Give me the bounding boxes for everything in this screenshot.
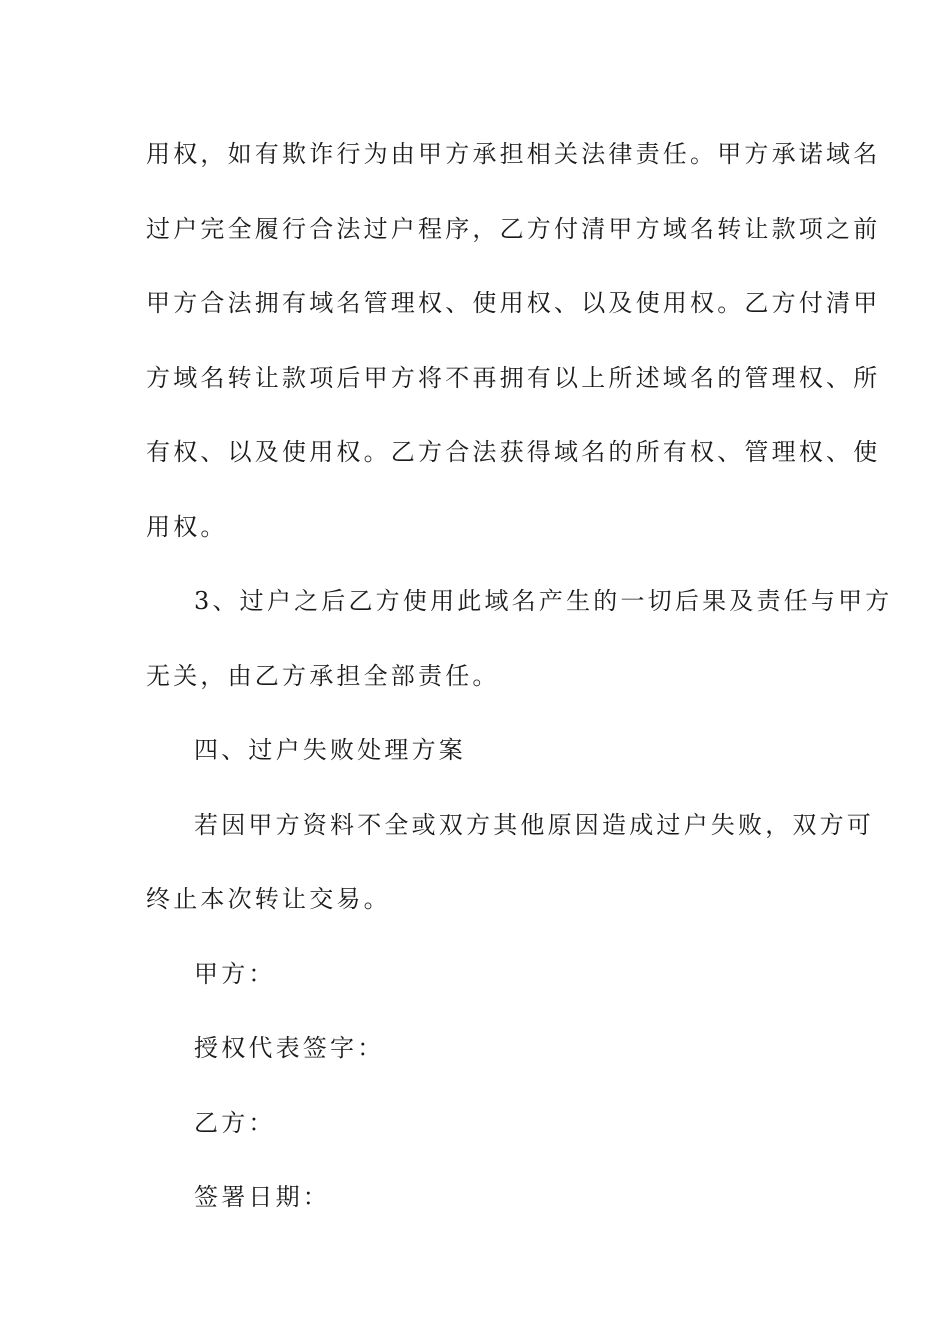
signature-date-label: 签署日期： xyxy=(194,1183,330,1211)
document-body xyxy=(146,134,893,1252)
text-line: 3、过户之后乙方使用此域名产生的一切后果及责任与甲方 xyxy=(194,587,893,615)
text-line: 用权，如有欺诈行为由甲方承担相关法律责任。甲方承诺域名 xyxy=(146,140,881,168)
text-line: 无关，由乙方承担全部责任。 xyxy=(146,661,500,690)
signature-authorized-rep-label: 授权代表签字： xyxy=(194,1034,385,1062)
text-line: 若因甲方资料不全或双方其他原因造成过户失败，双方可 xyxy=(194,810,874,839)
text-line: 有权、以及使用权。乙方合法获得域名的所有权、管理权、使 xyxy=(146,438,881,466)
section-heading: 四、过户失败处理方案 xyxy=(194,736,466,764)
text-line: 甲方合法拥有域名管理权、使用权、以及使用权。乙方付清甲 xyxy=(146,289,881,317)
text-line: 终止本次转让交易。 xyxy=(146,885,391,913)
signature-party-b-label: 乙方： xyxy=(194,1108,276,1137)
text-line: 过户完全履行合法过户程序，乙方付清甲方域名转让款项之前 xyxy=(146,214,881,243)
text-line: 用权。 xyxy=(146,512,228,541)
text-line: 方域名转让款项后甲方将不再拥有以上所述域名的管理权、所 xyxy=(146,363,881,392)
signature-party-a-label: 甲方： xyxy=(194,959,276,988)
